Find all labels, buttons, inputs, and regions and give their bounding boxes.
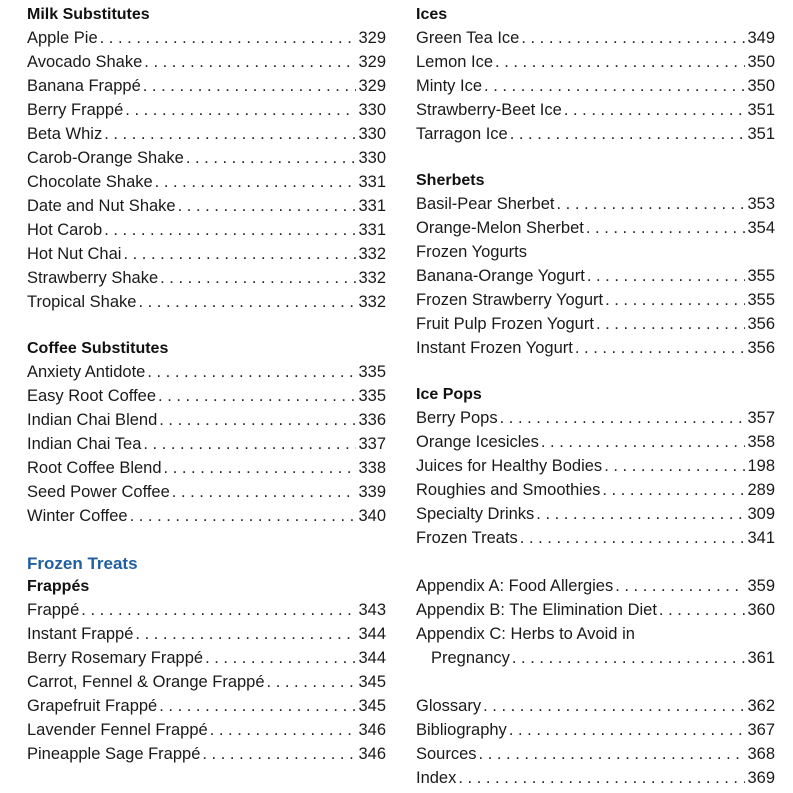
toc-entry-label: Hot Carob — [27, 221, 103, 239]
toc-entry-label: Root Coffee Blend — [27, 459, 162, 477]
toc-entry — [27, 360, 386, 384]
toc-entry — [416, 574, 775, 598]
toc-entry — [27, 384, 386, 408]
toc-entry-page: 355 — [747, 267, 775, 285]
dot-leader — [172, 480, 357, 504]
toc-entry-page: 353 — [747, 195, 775, 213]
toc-entry — [416, 454, 775, 478]
toc-entry — [27, 432, 386, 456]
coffee-substitutes-list — [27, 360, 386, 528]
toc-entry — [416, 74, 775, 98]
dot-leader — [604, 454, 745, 478]
toc-entry-label: Hot Nut Chai — [27, 245, 122, 263]
dot-leader — [135, 622, 356, 646]
toc-entry — [27, 480, 386, 504]
toc-entry — [27, 98, 386, 122]
dot-leader — [147, 360, 356, 384]
dot-leader — [587, 264, 746, 288]
toc-entry — [27, 194, 386, 218]
toc-entry — [416, 98, 775, 122]
ice-pops-list — [416, 406, 775, 550]
dot-leader — [164, 456, 357, 480]
dot-leader — [138, 290, 356, 314]
toc-entry — [416, 264, 775, 288]
toc-entry — [27, 170, 386, 194]
toc-entry-label: Winter Coffee — [27, 507, 128, 525]
toc-entry — [416, 526, 775, 550]
toc-entry-page: 354 — [747, 219, 775, 237]
toc-entry-label: Sources — [416, 745, 477, 763]
toc-entry — [416, 598, 775, 622]
toc-entry-page: 356 — [747, 339, 775, 357]
dot-leader — [659, 598, 746, 622]
toc-entry — [27, 26, 386, 50]
dot-leader — [267, 670, 357, 694]
toc-entry-page: 339 — [358, 483, 386, 501]
toc-entry-label: Carrot, Fennel & Orange Frappé — [27, 673, 265, 691]
dot-leader — [564, 98, 746, 122]
toc-entry-page: 345 — [358, 697, 386, 715]
toc-entry — [27, 598, 386, 622]
toc-entry-label: Fruit Pulp Frozen Yogurt — [416, 315, 594, 333]
toc-entry-label: Lavender Fennel Frappé — [27, 721, 208, 739]
toc-entry-page: 336 — [358, 411, 386, 429]
toc-entry-label: Banana-Orange Yogurt — [416, 267, 585, 285]
toc-entry — [416, 502, 775, 526]
appendix-c-line1: Appendix C: Herbs to Avoid in — [416, 625, 635, 643]
dot-leader — [143, 432, 356, 456]
dot-leader — [512, 646, 746, 670]
toc-entry-page: 289 — [747, 481, 775, 499]
toc-entry-label: Indian Chai Blend — [27, 411, 158, 429]
toc-entry-label: Minty Ice — [416, 77, 483, 95]
dot-leader — [596, 312, 746, 336]
toc-entry-page: 346 — [358, 745, 386, 763]
dot-leader — [458, 766, 745, 790]
toc-entry-label: Instant Frozen Yogurt — [416, 339, 573, 357]
sherbets-list — [416, 192, 775, 240]
frozen-yogurts-list — [416, 264, 775, 360]
milk-substitutes-list — [27, 26, 386, 314]
dot-leader — [495, 50, 745, 74]
toc-entry-label: Roughies and Smoothies — [416, 481, 601, 499]
toc-entry-label: Berry Rosemary Frappé — [27, 649, 204, 667]
toc-entry — [416, 430, 775, 454]
toc-entry — [27, 74, 386, 98]
toc-entry-label: Orange Icesicles — [416, 433, 539, 451]
toc-entry-label: Grapefruit Frappé — [27, 697, 158, 715]
dot-leader — [510, 122, 746, 146]
appendix-list — [416, 574, 775, 622]
toc-entry-page: 346 — [358, 721, 386, 739]
toc-entry-label: Banana Frappé — [27, 77, 141, 95]
toc-entry-label: Glossary — [416, 697, 482, 715]
dot-leader — [541, 430, 746, 454]
toc-entry-label: Apple Pie — [27, 29, 98, 47]
toc-entry-page: 331 — [358, 197, 386, 215]
toc-entry-page: 198 — [747, 457, 775, 475]
toc-entry-page: 357 — [747, 409, 775, 427]
dot-leader — [104, 122, 356, 146]
toc-entry-label: Seed Power Coffee — [27, 483, 170, 501]
toc-entry — [27, 242, 386, 266]
toc-entry-label: Appendix B: The Elimination Diet — [416, 601, 657, 619]
toc-entry-label: Frappé — [27, 601, 80, 619]
dot-leader — [557, 192, 746, 216]
toc-entry-page: 329 — [358, 53, 386, 71]
toc-entry — [27, 622, 386, 646]
dot-leader — [100, 26, 357, 50]
dot-leader — [178, 194, 357, 218]
toc-entry-page: 332 — [358, 245, 386, 263]
toc-entry-page: 350 — [747, 77, 775, 95]
dot-leader — [205, 646, 356, 670]
toc-entry — [27, 456, 386, 480]
toc-entry-label: Easy Root Coffee — [27, 387, 157, 405]
toc-entry-page: 341 — [747, 529, 775, 547]
dot-leader — [615, 574, 745, 598]
toc-entry — [416, 216, 775, 240]
toc-entry — [27, 646, 386, 670]
toc-entry-label: Date and Nut Shake — [27, 197, 176, 215]
dot-leader — [586, 216, 746, 240]
toc-entry — [27, 742, 386, 766]
dot-leader — [479, 742, 746, 766]
toc-entry-label: Tropical Shake — [27, 293, 137, 311]
toc-entry — [27, 408, 386, 432]
dot-leader — [104, 218, 356, 242]
toc-entry-label: Orange-Melon Sherbet — [416, 219, 584, 237]
dot-leader — [123, 242, 356, 266]
toc-entry — [416, 766, 775, 790]
dot-leader — [81, 598, 356, 622]
dot-leader — [159, 408, 356, 432]
dot-leader — [186, 146, 357, 170]
dot-leader — [602, 478, 745, 502]
toc-entry — [27, 122, 386, 146]
toc-entry-page: 330 — [358, 101, 386, 119]
toc-entry — [27, 694, 386, 718]
toc-entry-page: 343 — [358, 601, 386, 619]
toc-entry — [27, 218, 386, 242]
toc-entry-label: Index — [416, 769, 457, 787]
toc-entry-page: 337 — [358, 435, 386, 453]
toc-entry — [416, 122, 775, 146]
toc-entry-page: 344 — [358, 649, 386, 667]
toc-entry-page: 340 — [358, 507, 386, 525]
toc-entry-label: Pineapple Sage Frappé — [27, 745, 201, 763]
toc-entry-page: 367 — [747, 721, 775, 739]
dot-leader — [155, 170, 357, 194]
milk-substitutes-heading: Milk Substitutes — [27, 6, 150, 23]
toc-entry-page: 351 — [747, 125, 775, 143]
toc-entry — [416, 694, 775, 718]
toc-entry-label: Beta Whiz — [27, 125, 103, 143]
dot-leader — [520, 526, 746, 550]
sherbets-heading: Sherbets — [416, 172, 485, 189]
dot-leader — [575, 336, 746, 360]
toc-entry-page: 329 — [358, 29, 386, 47]
appendix-c-entry — [416, 646, 775, 670]
toc-entry — [27, 50, 386, 74]
toc-entry — [27, 504, 386, 528]
toc-entry-label: Chocolate Shake — [27, 173, 153, 191]
dot-leader — [125, 98, 356, 122]
toc-entry-label: Instant Frappé — [27, 625, 134, 643]
toc-entry — [416, 478, 775, 502]
dot-leader — [210, 718, 357, 742]
toc-entry-page: 359 — [747, 577, 775, 595]
toc-entry-label: Lemon Ice — [416, 53, 494, 71]
toc-entry-page: 329 — [358, 77, 386, 95]
toc-entry-page: 344 — [358, 625, 386, 643]
toc-entry-page: 330 — [358, 125, 386, 143]
toc-entry-page: 345 — [358, 673, 386, 691]
ices-list — [416, 26, 775, 146]
toc-entry — [416, 26, 775, 50]
dot-leader — [509, 718, 746, 742]
dot-leader — [521, 26, 745, 50]
toc-entry-page: 331 — [358, 173, 386, 191]
toc-entry-label: Avocado Shake — [27, 53, 143, 71]
toc-entry-page: 368 — [747, 745, 775, 763]
toc-entry-page: 330 — [358, 149, 386, 167]
toc-entry — [416, 288, 775, 312]
frozen-treats-section-title: Frozen Treats — [27, 554, 138, 573]
toc-entry-label: Anxiety Antidote — [27, 363, 146, 381]
toc-entry-page: 309 — [747, 505, 775, 523]
left-column — [27, 4, 386, 766]
toc-entry-page: 361 — [747, 649, 775, 667]
toc-entry-label: Frozen Treats — [416, 529, 518, 547]
toc-entry — [27, 290, 386, 314]
dot-leader — [500, 406, 746, 430]
toc-entry-page: 355 — [747, 291, 775, 309]
toc-entry-page: 358 — [747, 433, 775, 451]
toc-entry-page: 356 — [747, 315, 775, 333]
toc-entry-page: 369 — [747, 769, 775, 787]
toc-entry-page: 349 — [747, 29, 775, 47]
toc-entry — [416, 192, 775, 216]
right-column — [416, 4, 775, 790]
toc-entry-label: Strawberry Shake — [27, 269, 159, 287]
frappes-list — [27, 598, 386, 766]
toc-entry-label: Berry Frappé — [27, 101, 124, 119]
toc-entry-page: 331 — [358, 221, 386, 239]
toc-entry-label: Appendix A: Food Allergies — [416, 577, 614, 595]
toc-entry-label: Carob-Orange Shake — [27, 149, 184, 167]
dot-leader — [483, 694, 745, 718]
toc-entry-page: 335 — [358, 387, 386, 405]
dot-leader — [160, 266, 356, 290]
toc-entry — [416, 336, 775, 360]
dot-leader — [130, 504, 357, 528]
toc-entry-label: Indian Chai Tea — [27, 435, 142, 453]
toc-entry-label: Berry Pops — [416, 409, 498, 427]
toc-entry-page: 332 — [358, 293, 386, 311]
toc-entry — [416, 742, 775, 766]
toc-entry-page: 335 — [358, 363, 386, 381]
toc-entry — [416, 312, 775, 336]
dot-leader — [536, 502, 745, 526]
toc-entry — [27, 266, 386, 290]
toc-entry — [27, 718, 386, 742]
toc-entry-label: Basil-Pear Sherbet — [416, 195, 555, 213]
ice-pops-heading: Ice Pops — [416, 386, 482, 403]
toc-entry-page: 351 — [747, 101, 775, 119]
dot-leader — [484, 74, 745, 98]
toc-entry-label: Tarragon Ice — [416, 125, 508, 143]
toc-entry — [416, 406, 775, 430]
toc-entry — [27, 146, 386, 170]
coffee-substitutes-heading: Coffee Substitutes — [27, 340, 169, 357]
toc-entry-label: Pregnancy — [431, 649, 510, 667]
toc-entry-page: 332 — [358, 269, 386, 287]
dot-leader — [202, 742, 356, 766]
dot-leader — [158, 384, 356, 408]
toc-entry-label: Strawberry-Beet Ice — [416, 101, 562, 119]
frozen-yogurts-label: Frozen Yogurts — [416, 243, 527, 261]
back-matter-list — [416, 694, 775, 790]
ices-heading: Ices — [416, 6, 448, 23]
toc-entry-label: Frozen Strawberry Yogurt — [416, 291, 604, 309]
toc-entry-label: Green Tea Ice — [416, 29, 520, 47]
dot-leader — [605, 288, 745, 312]
toc-entry-page: 350 — [747, 53, 775, 71]
toc-entry — [416, 718, 775, 742]
toc-entry-page: 338 — [358, 459, 386, 477]
dot-leader — [144, 50, 356, 74]
toc-entry-label: Bibliography — [416, 721, 507, 739]
toc-entry-page: 360 — [747, 601, 775, 619]
toc-entry — [27, 670, 386, 694]
toc-entry-label: Juices for Healthy Bodies — [416, 457, 603, 475]
toc-entry-page: 362 — [747, 697, 775, 715]
dot-leader — [143, 74, 357, 98]
dot-leader — [159, 694, 356, 718]
toc-entry-label: Specialty Drinks — [416, 505, 535, 523]
frappes-heading: Frappés — [27, 578, 90, 595]
toc-entry — [416, 50, 775, 74]
